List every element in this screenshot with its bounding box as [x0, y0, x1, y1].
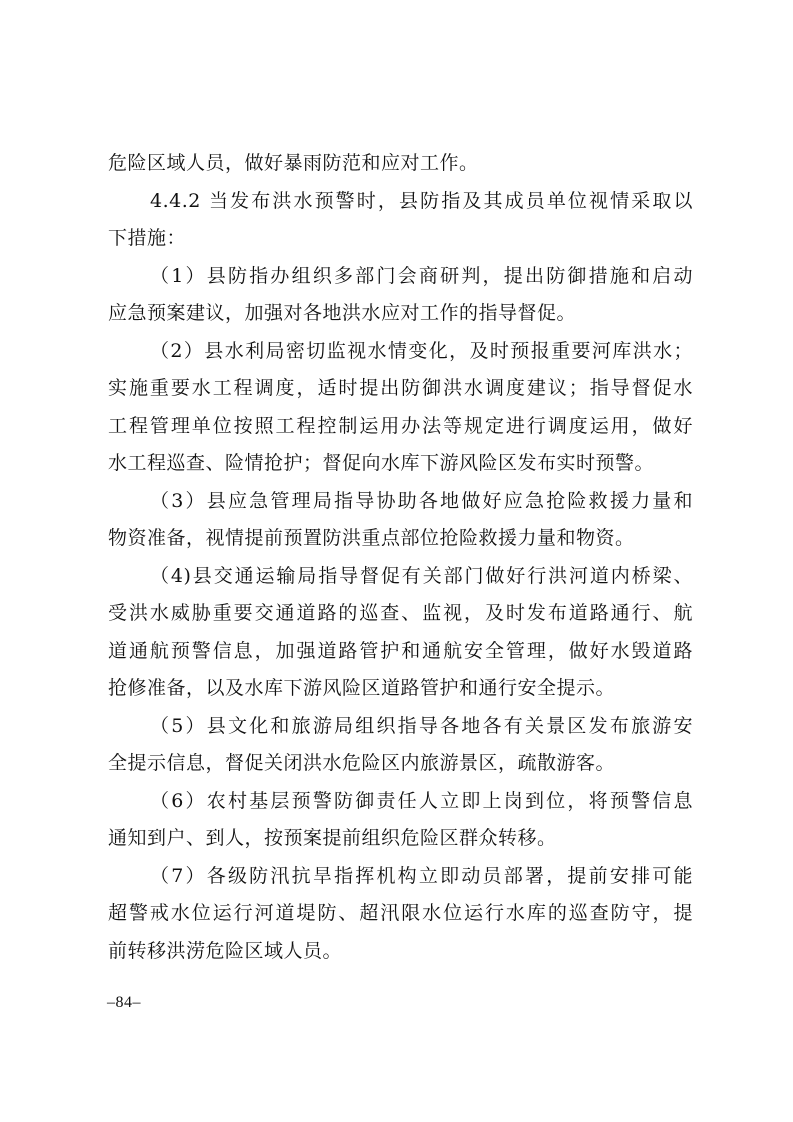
text-line: 物资准备，视情提前预置防洪重点部位抢险救援力量和物资。	[108, 527, 635, 549]
text-line: 危险区域人员，做好暴雨防范和应对工作。	[108, 152, 479, 174]
text-line: 全提示信息，督促关闭洪水危险区内旅游景区，疏散游客。	[108, 752, 616, 774]
text-line: 抢修准备，以及水库下游风险区道路管护和通行安全提示。	[108, 677, 616, 699]
page-number: –84–	[107, 994, 141, 1011]
text-line: 超警戒水位运行河道堤防、超汛限水位运行水库的巡查防守，提	[108, 902, 693, 924]
body-text	[108, 145, 693, 970]
section-heading-line: 4.4.2 当发布洪水预警时，县防指及其成员单位视情采取以	[150, 189, 693, 212]
text-line: 实施重要水工程调度，适时提出防御洪水调度建议；指导督促水	[108, 377, 693, 399]
list-item-line: （1）县防指办组织多部门会商研判，提出防御措施和启动	[150, 264, 693, 287]
list-item-line: （4)县交通运输局指导督促有关部门做好行洪河道内桥梁、	[150, 564, 693, 587]
list-item-line: （2）县水利局密切监视水情变化，及时预报重要河库洪水；	[150, 339, 693, 362]
text-line: 道通航预警信息，加强道路管护和通航安全管理，做好水毁道路	[108, 639, 693, 662]
list-item-line: （3）县应急管理局指导协助各地做好应急抢险救援力量和	[150, 489, 693, 512]
text-line: 前转移洪涝危险区域人员。	[108, 939, 343, 962]
list-item-line: （6）农村基层预警防御责任人立即上岗到位，将预警信息	[150, 789, 693, 812]
list-item-line: （7）各级防汛抗旱指挥机构立即动员部署，提前安排可能	[150, 864, 693, 887]
text-line: 应急预案建议，加强对各地洪水应对工作的指导督促。	[108, 302, 577, 324]
text-line: 水工程巡查、险情抢护；督促向水库下游风险区发布实时预警。	[108, 452, 655, 474]
text-line: 通知到户、到人，按预案提前组织危险区群众转移。	[108, 827, 557, 849]
text-line: 下措施：	[108, 227, 187, 249]
text-line: 工程管理单位按照工程控制运用办法等规定进行调度运用，做好	[108, 414, 693, 437]
list-item-line: （5）县文化和旅游局组织指导各地各有关景区发布旅游安	[150, 714, 693, 737]
text-line: 受洪水威胁重要交通道路的巡查、监视，及时发布道路通行、航	[108, 602, 693, 624]
